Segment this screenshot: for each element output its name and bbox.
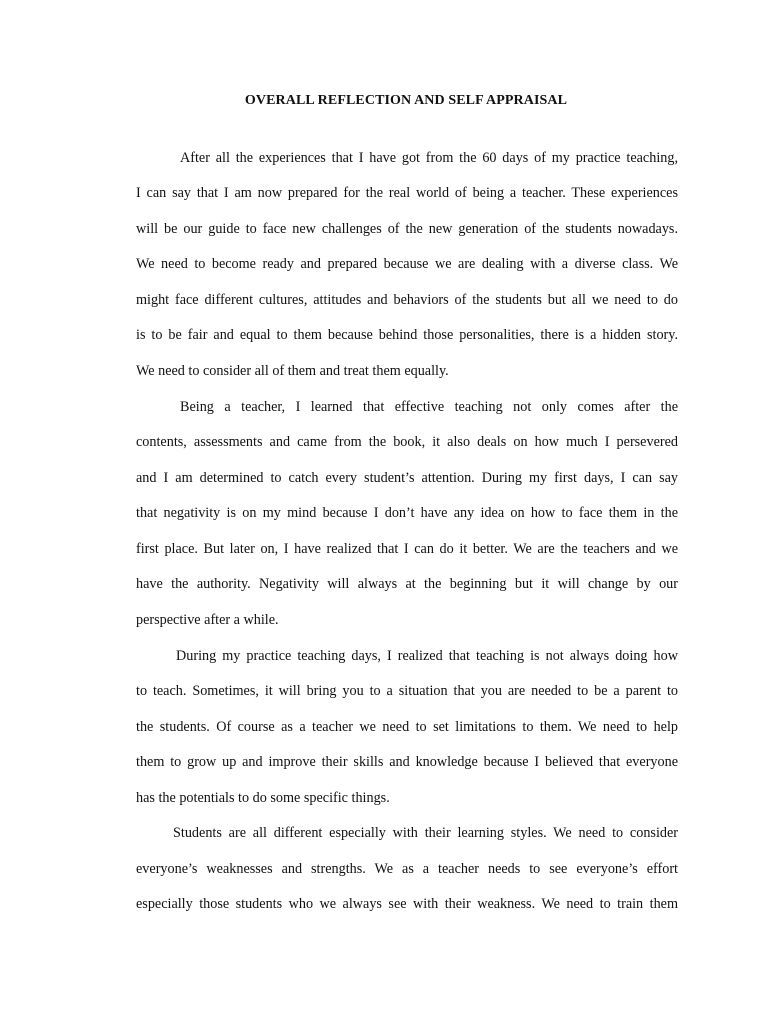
paragraph-4-line-2: everyone’s weaknesses and strengths. We as a teacher needs to see everyone’s effort [136,861,678,877]
paragraph-2-line-2: contents, assessments and came from the book, it also deals on how much I persevered [136,434,678,450]
paragraph-2-line-7: perspective after a while. [136,612,279,628]
paragraph-2-line-3: and I am determined to catch every student’s attention. During my first days, I can say [136,470,678,486]
paragraph-1-line-3: will be our guide to face new challenges of the new generation of the students nowadays. [136,221,678,237]
paragraph-2-line-1: Being a teacher, I learned that effective teaching not only comes after the [180,399,678,415]
paragraph-2-line-5: first place. But later on, I have realized that I can do it better. We are the teachers and we [136,541,678,557]
paragraph-1-line-6: is to be fair and equal to them because behind those personalities, there is a hidden story. [136,327,678,343]
paragraph-4-line-1: Students are all different especially with their learning styles. We need to consider [173,825,678,841]
paragraph-2-line-6: have the authority. Negativity will always at the beginning but it will change by our [136,576,678,592]
paragraph-3-line-5: has the potentials to do some specific things. [136,790,390,806]
paragraph-3-line-1: During my practice teaching days, I realized that teaching is not always doing how [176,648,678,664]
paragraph-1-line-7: We need to consider all of them and treat them equally. [136,363,449,379]
paragraph-1-line-2: I can say that I am now prepared for the real world of being a teacher. These experiences [136,185,678,201]
paragraph-3-line-2: to teach. Sometimes, it will bring you to a situation that you are needed to be a parent to [136,683,678,699]
paragraph-1-line-5: might face different cultures, attitudes and behaviors of the students but all we need to do [136,292,678,308]
paragraph-2-line-4: that negativity is on my mind because I don’t have any idea on how to face them in the [136,505,678,521]
paragraph-4-line-3: especially those students who we always see with their weakness. We need to train them [136,896,678,912]
paragraph-1-line-1: After all the experiences that I have got from the 60 days of my practice teaching, [180,150,678,166]
paragraph-1-line-4: We need to become ready and prepared because we are dealing with a diverse class. We [136,256,678,272]
document-title: OVERALL REFLECTION AND SELF APPRAISAL [244,93,568,108]
paragraph-3-line-4: them to grow up and improve their skills and knowledge because I believed that everyone [136,754,678,770]
paragraph-3-line-3: the students. Of course as a teacher we need to set limitations to them. We need to help [136,719,678,735]
